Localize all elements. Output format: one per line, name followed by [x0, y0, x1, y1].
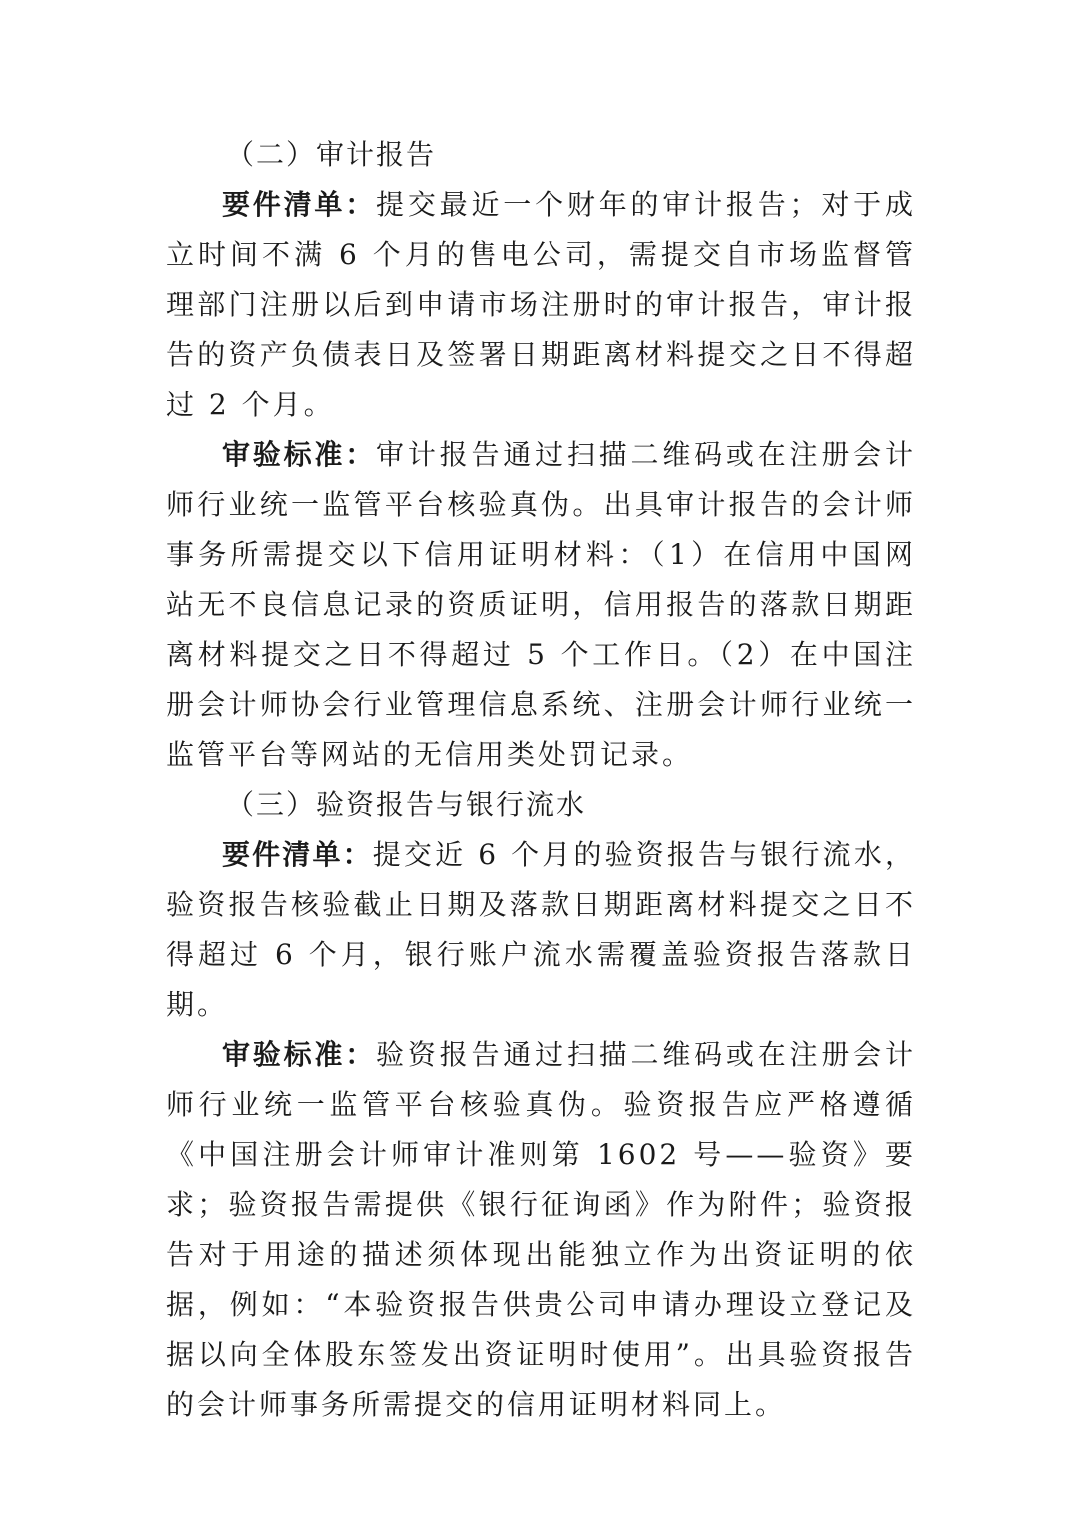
text-review-standard: 审计报告通过扫描二维码或在注册会计师行业统一监管平台核验真伪。出具审计报告的会计师事务所需提交以下信用证明材料：（1）在信用中国网站无不良信息记录的资质证明，信用报告的落款日期距离材料提交之日不得超过 5 个工作日。（2）在中国注册会计师协会行业管理信息系统、注册会计师行业统一监管平台等网站的无信用类处罚记录。	[166, 438, 916, 771]
paragraph-audit-required-documents	[166, 180, 916, 430]
label-review-standard: 审验标准：	[222, 1038, 377, 1071]
label-required-documents: 要件清单：	[222, 838, 373, 871]
section-heading-capital-verification: （三）验资报告与银行流水	[226, 788, 587, 821]
paragraph-capital-review-standard	[166, 1030, 916, 1430]
text-required-documents: 提交最近一个财年的审计报告；对于成立时间不满 6 个月的售电公司，需提交自市场监督管理部门注册以后到申请市场注册时的审计报告，审计报告的资产负债表日及签署日期距离材料提交之日不得超过 2 个月。	[166, 188, 916, 421]
document-page	[166, 130, 916, 1430]
text-review-standard: 验资报告通过扫描二维码或在注册会计师行业统一监管平台核验真伪。验资报告应严格遵循《中国注册会计师审计准则第 1602 号——验资》要求；验资报告需提供《银行征询函》作为附件；验资报告对于用途的描述须体现出能独立作为出资证明的依据，例如：“本验资报告供贵公司申请办理设立登记及据以向全体股东签发出资证明时使用”。出具验资报告的会计师事务所需提交的信用证明材料同上。	[166, 1038, 916, 1421]
text-required-documents: 提交近 6 个月的验资报告与银行流水，验资报告核验截止日期及落款日期距离材料提交之日不得超过 6 个月，银行账户流水需覆盖验资报告落款日期。	[166, 838, 916, 1021]
paragraph-capital-required-documents	[166, 830, 916, 1030]
paragraph-audit-review-standard	[166, 430, 916, 780]
section-heading-audit-report: （二）审计报告	[226, 138, 437, 171]
label-review-standard: 审验标准：	[222, 438, 377, 471]
label-required-documents: 要件清单：	[222, 188, 377, 221]
